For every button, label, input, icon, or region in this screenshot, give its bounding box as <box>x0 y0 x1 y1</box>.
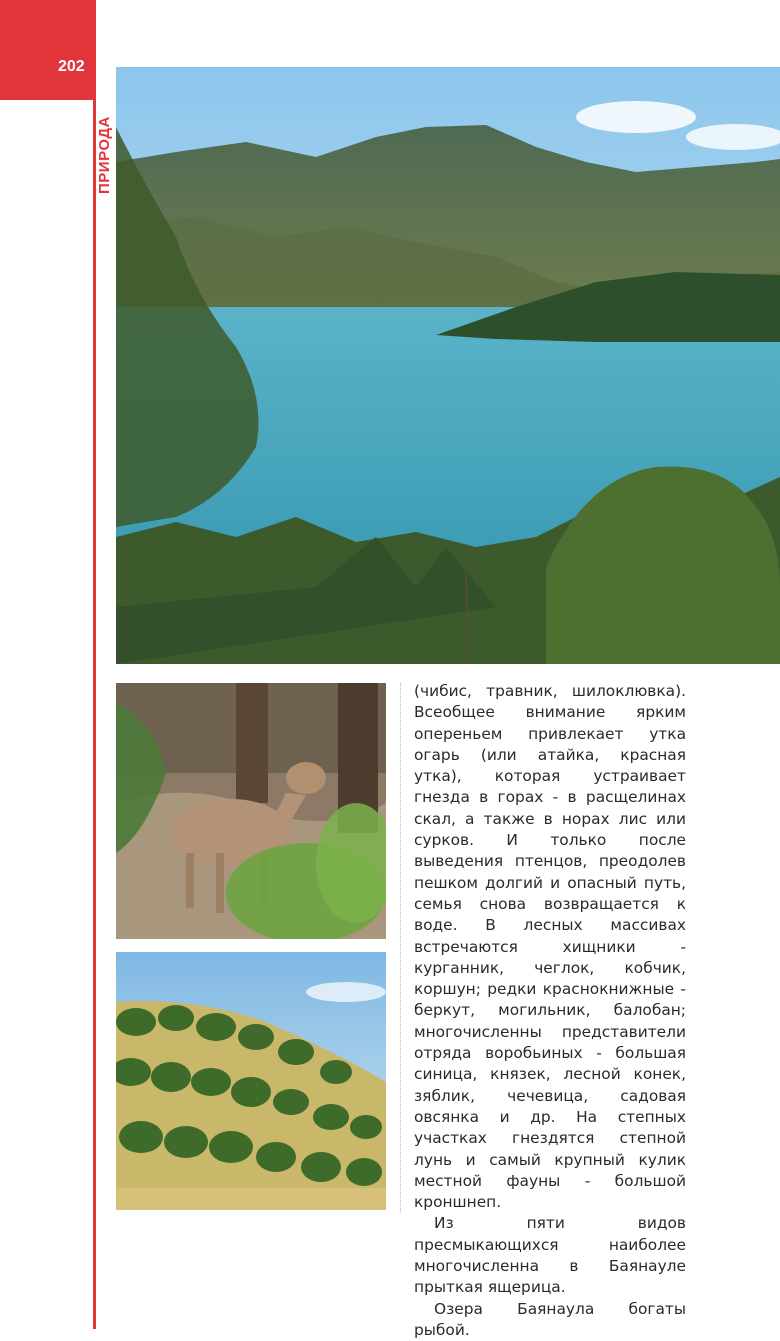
section-label: ПРИРОДА <box>96 116 113 194</box>
paragraph: Из пяти видов пресмыкающихся наиболее многочисленна в Баянауле прыткая ящерица. <box>414 1214 686 1297</box>
pine-hillside-photo <box>116 952 386 1210</box>
page-number-tab <box>0 0 96 100</box>
paragraph: Озера Баянаула богаты рыбой. <box>414 1299 686 1339</box>
article-body <box>414 681 686 1341</box>
column-divider <box>400 683 401 1213</box>
margin-rule <box>93 100 96 1329</box>
paragraph: (чибис, травник, шилоклювка). Всеобщее внимание ярким опереньем привлекает утка огарь (или атайка, красная утка), которая устраивает гнезда в горах - в расщелинах скал, а также в норах лис или сурков. И только после выведения птенцов, преодолев пешком долгий и опасный путь, семья снова возвращается к воде. В лесных массивах встречаются хищники - курганник, чеглок, кобчик, коршун; редки краснокнижные - беркут, могильник, балобан; многочисленны представители отряда воробьиных - большая синица, князек, лесной конек, зяблик, чечевица, садовая овсянка и др. На степных участках гнездятся степной лунь и самый крупный кулик местной фауны - большой кроншнеп. <box>414 682 686 1212</box>
lake-mountains-photo <box>116 67 780 664</box>
argali-lamb-photo <box>116 683 386 939</box>
page-number: 202 <box>58 58 85 75</box>
